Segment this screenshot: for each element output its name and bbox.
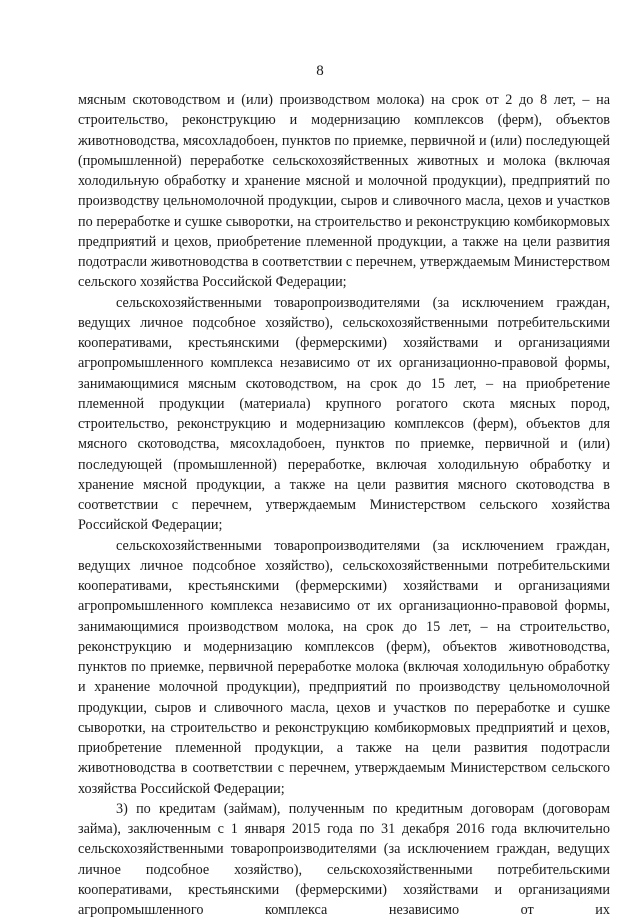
page-number: 8 — [316, 63, 324, 79]
paragraph-meat-cattle-breeding: сельскохозяйственными товаропроизводителями (за исключением граждан, ведущих личное подсобное хозяйство), сельскохозяйственными потребительскими кооперативами, крестьянскими (фермерскими) хозяйствами и организациями агропромышленного комплекса независимо от их организационно-правовой формы, занимающимися мясным скотоводством, на срок до 15 лет, – на приобретение племенной продукции (материала) крупного рогатого скота мясных пород, строительство, реконструкцию и модернизацию комплексов (ферм), объектов для мясного скотоводства, мясохладобоен, пунктов по приемке, первичной и (или) последующей (промышленной) переработке, включая холодильную обработку и хранение мясной продукции, а также на цели развития мясного скотоводства в соответствии с перечнем, утверждаемым Министерством сельского хозяйства Российской Федерации; — [78, 294, 610, 534]
paragraph-item-3-loans: 3) по кредитам (займам), полученным по кредитным договорам (договорам займа), заключенным с 1 января 2015 года по 31 декабря 2016 года включительно сельскохозяйственными товаропроизводителями (за исключением граждан, ведущих личное подсобное хозяйство), сельскохозяйственными потребительскими кооперативами, крестьянскими (фермерскими) хозяйствами и организациями агропромышленного комплекса независимо от их — [78, 800, 610, 918]
document-body — [78, 90, 610, 920]
paragraph-continuation: мясным скотоводством и (или) производством молока) на срок от 2 до 8 лет, – на строительство, реконструкцию и модернизацию комплексов (ферм), объектов животноводства, мясохладобоен, пунктов по приемке, первичной и (или) последующей (промышленной) переработке сельскохозяйственных животных и молока (включая холодильную обработку и хранение мясной и молочной продукции), предприятий по производству цельномолочной продукции, сыров и сливочного масла, цехов и участков по переработке и сушке сыворотки, на строительство и реконструкцию комбикормовых предприятий и цехов, приобретение племенной продукции, а также на цели развития подотрасли животноводства в соответствии с перечнем, утверждаемым Министерством сельского хозяйства Российской Федерации; — [78, 92, 610, 291]
paragraph-milk-production: сельскохозяйственными товаропроизводителями (за исключением граждан, ведущих личное подсобное хозяйство), сельскохозяйственными потребительскими кооперативами, крестьянскими (фермерскими) хозяйствами и организациями агропромышленного комплекса независимо от их организационно-правовой формы, занимающимися производством молока, на срок до 15 лет, – на строительство, реконструкцию и модернизацию комплексов (ферм), объектов животноводства, пунктов по приемке, первичной переработке молока (включая холодильную обработку и хранение молочной продукции), предприятий по производству цельномолочной продукции, сыров и сливочного масла, цехов и участков по переработке и сушке сыворотки, на строительство и реконструкцию комбикормовых предприятий и цехов, приобретение племенной продукции, а также на цели развития подотрасли животноводства в соответствии с перечнем, утверждаемым Министерством сельского хозяйства Российской Федерации; — [78, 537, 610, 797]
